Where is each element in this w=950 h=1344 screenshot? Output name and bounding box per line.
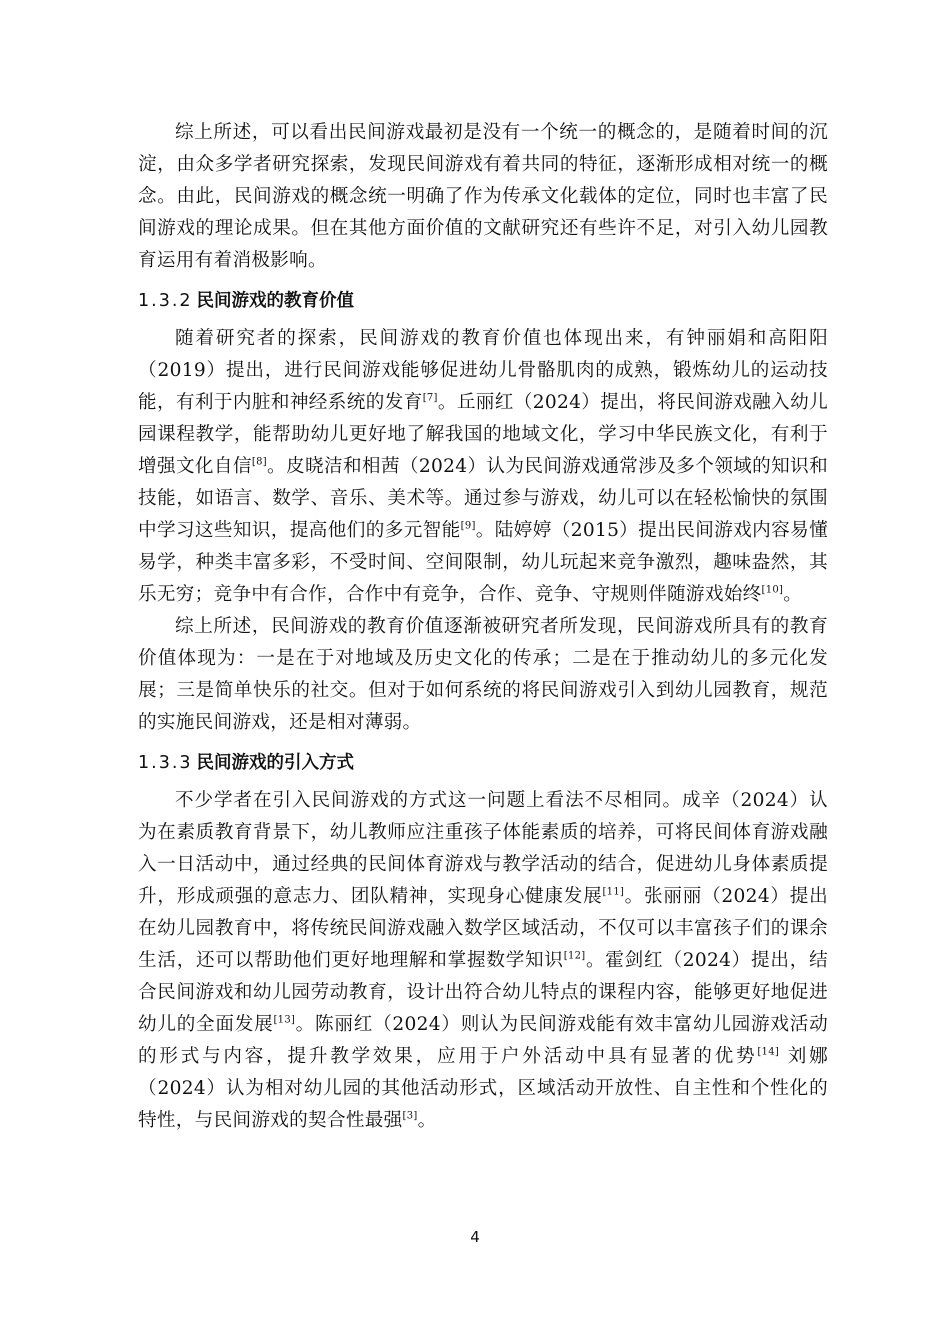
citation-ref: [9] <box>460 520 476 532</box>
text-run: 。丘丽红（2024）提出，将民间游戏融入幼儿园课程教学，能帮助幼儿更好地了解我国的地域文化，学习中华民族文化，有利于增强文化自信 <box>138 392 828 477</box>
section-title: 民间游戏的教育价值 <box>196 291 355 311</box>
paragraph-summary-concept: 综上所述，可以看出民间游戏最初是没有一个统一的概念的，是随着时间的沉淀，由众多学者研究探索，发现民间游戏有着共同的特征，逐渐形成相对统一的概念。由此，民间游戏的概念统一明确了作为传承文化载体的定位，同时也丰富了民间游戏的理论成果。但在其他方面价值的文献研究还有些许不足，对引入幼儿园教育运用有着消极影响。 <box>138 122 828 271</box>
text-run: 。 <box>417 1110 437 1131</box>
section-title: 民间游戏的引入方式 <box>196 753 355 773</box>
citation-ref: [11] <box>602 886 625 898</box>
citation-ref: [3] <box>402 1110 418 1122</box>
citation-ref: [14] <box>757 1046 780 1058</box>
page-number: 4 <box>470 1228 480 1246</box>
text-run: 。 <box>783 584 803 605</box>
section-heading-1-3-3 <box>138 748 828 778</box>
text-run: 刘娜（2024）认为相对幼儿园的其他活动形式，区域活动开放性、自主性和个性化的特性，与民间游戏的契合性最强 <box>138 1046 829 1131</box>
paragraph-summary-value: 综上所述，民间游戏的教育价值逐渐被研究者所发现，民间游戏所具有的教育价值体现为：一是在于对地域及历史文化的传承；二是在于推动幼儿的多元化发展；三是简单快乐的社交。但对于如何系统的将民间游戏引入到幼儿园教育，规范的实施民间游戏，还是相对薄弱。 <box>138 616 828 733</box>
paragraph-educational-value <box>138 323 828 611</box>
citation-ref: [10] <box>761 584 784 596</box>
citation-ref: [13] <box>273 1014 296 1026</box>
citation-ref: [7] <box>422 392 438 404</box>
section-heading-1-3-2 <box>138 286 828 316</box>
text-run: 。皮晓洁和相茜（2024）认为民间游戏通常涉及多个领域的知识和技能，如语言、数学、音乐、美术等。通过参与游戏，幼儿可以在轻松愉快的氛围中学习这些知识，提高他们的多元智能 <box>138 456 828 541</box>
text-run: 。陈丽红（2024）则认为民间游戏能有效丰富幼儿园游戏活动的形式与内容，提升教学效果，应用于户外活动中具有显著的优势 <box>138 1014 828 1067</box>
text-run: 。陆婷婷（2015）提出民间游戏内容易懂易学，种类丰富多彩，不受时间、空间限制，幼儿玩起来竞争激烈，趣味盎然，其乐无穷；竞争中有合作，合作中有竞争，合作、竞争、守规则伴随游戏始终 <box>138 520 828 605</box>
section-number: 1.3.3 <box>138 753 193 773</box>
paragraph-introduction-methods <box>138 785 828 1137</box>
text-run: 不少学者在引入民间游戏的方式这一问题上看法不尽相同。成辛（2024）认为在素质教育背景下，幼儿教师应注重孩子体能素质的培养，可将民间体育游戏融入一日活动中，通过经典的民间体育游戏与教学活动的结合，促进幼儿身体素质提升，形成顽强的意志力、团队精神，实现身心健康发展 <box>138 790 828 907</box>
section-number: 1.3.2 <box>138 291 193 311</box>
page-content <box>138 117 828 1137</box>
text-run: 随着研究者的探索，民间游戏的教育价值也体现出来，有钟丽娟和高阳阳（2019）提出，进行民间游戏能够促进幼儿骨骼肌肉的成熟，锻炼幼儿的运动技能，有利于内脏和神经系统的发育 <box>138 328 828 413</box>
citation-ref: [12] <box>563 950 586 962</box>
citation-ref: [8] <box>251 456 267 468</box>
text-run: 。霍剑红（2024）提出，结合民间游戏和幼儿园劳动教育，设计出符合幼儿特点的课程内容，能够更好地促进幼儿的全面发展 <box>138 950 828 1035</box>
text-run: 。张丽丽（2024）提出在幼儿园教育中，将传统民间游戏融入数学区域活动，不仅可以丰富孩子们的课余生活，还可以帮助他们更好地理解和掌握数学知识 <box>138 886 829 971</box>
